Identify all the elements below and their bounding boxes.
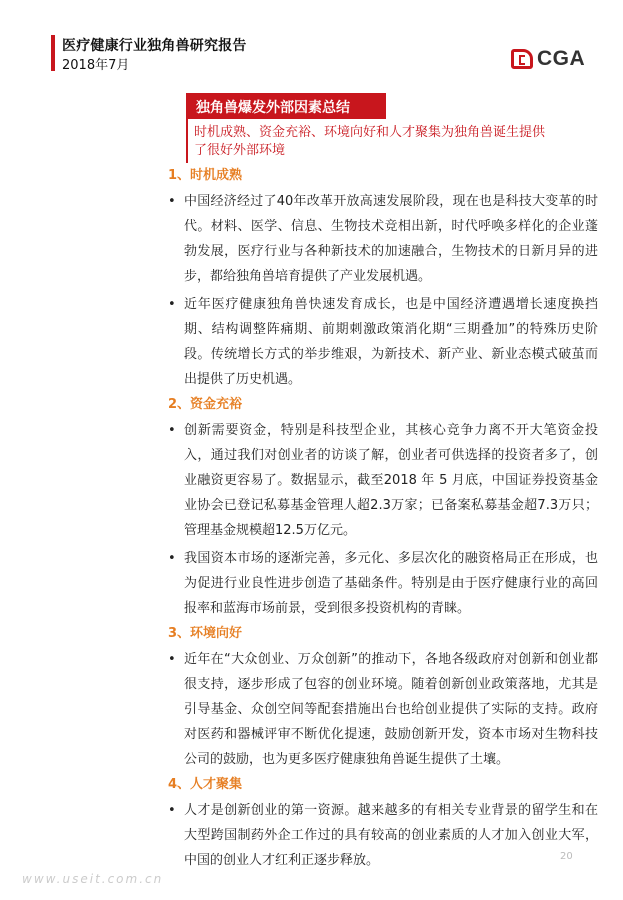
page-number: 20 [560, 851, 573, 862]
content-body [168, 164, 598, 876]
bullet-text: 中国经济经过了40年改革开放高速发展阶段，现在也是科技大变革的时代。材料、医学、信息、生物技术竞相出新，时代呼唤多样化的企业蓬勃发展，医疗行业与各种新技术的加速融合，生物技术的日新月异的进步，都给独角兽培育提供了产业发展机遇。 [184, 194, 598, 284]
bullet-text: 人才是创新创业的第一资源。越来越多的有相关专业背景的留学生和在大型跨国制药外企工作过的具有较高的创业素质的人才加入创业大军，中国的创业人才红利正逐步释放。 [184, 803, 598, 868]
section-heading: 4、人才聚集 [168, 777, 243, 792]
bullet-text: 近年医疗健康独角兽快速发育成长，也是中国经济遭遇增长速度换挡期、结构调整阵痛期、前期刺激政策消化期“三期叠加”的特殊历史阶段。传统增长方式的举步维艰，为新技术、新产业、新业态模式破茧而出提供了历史机遇。 [184, 297, 598, 387]
list-item [168, 418, 598, 543]
section-banner [186, 93, 386, 119]
logo-text: CGA [537, 47, 586, 70]
bullet-icon: • [168, 652, 176, 667]
bullet-icon: • [168, 551, 176, 566]
section-heading: 1、时机成熟 [168, 168, 243, 183]
section-talent [168, 775, 598, 873]
list-item [168, 292, 598, 392]
section-timing [168, 166, 598, 392]
bullet-icon: • [168, 194, 176, 209]
bullet-text: 近年在“大众创业、万众创新”的推动下，各地各级政府对创新和创业都很支持，逐步形成了包容的创业环境。随着创新创业政策落地，尤其是引导基金、众创空间等配套措施出台也给创业提供了实际的支持。政府对医药和器械评审不断优化提速，鼓励创新开发，资本市场对生物科技公司的鼓励，也为更多医疗健康独角兽诞生提供了土壤。 [184, 652, 598, 767]
list-item [168, 189, 598, 289]
bullet-text: 我国资本市场的逐渐完善，多元化、多层次化的融资格局正在形成，也为促进行业良性进步创造了基础条件。特别是由于医疗健康行业的高回报率和蓝海市场前景，受到很多投资机构的青睐。 [184, 551, 598, 616]
banner-subtitle: 时机成熟、资金充裕、环境向好和人才聚集为独角兽诞生提供了很好外部环境 [194, 125, 546, 158]
section-heading: 3、环境向好 [168, 626, 243, 641]
watermark: www.useit.com.cn [22, 872, 164, 886]
report-title: 医疗健康行业独角兽研究报告 [62, 38, 247, 54]
list-item [168, 798, 598, 873]
banner-divider [186, 119, 188, 163]
banner-title: 独角兽爆发外部因素总结 [196, 100, 350, 116]
report-date: 2018年7月 [62, 58, 130, 73]
section-funding [168, 395, 598, 621]
list-item [168, 647, 598, 772]
list-item [168, 546, 598, 621]
cga-logo-icon [511, 49, 533, 69]
section-heading: 2、资金充裕 [168, 397, 243, 412]
bullet-text: 创新需要资金，特别是科技型企业，其核心竞争力离不开大笔资金投入，通过我们对创业者的访谈了解，创业者可供选择的投资者多了，创业融资更容易了。数据显示，截至2018 年 5 月底，中国证券投资基金业协会已登记私募基金管理人超2.3万家；已备案私募基金超7.3万只；管理基金规模超12.5万亿元。 [184, 423, 598, 538]
bullet-icon: • [168, 423, 176, 438]
header-accent-bar [51, 35, 55, 71]
logo [511, 47, 585, 71]
bullet-icon: • [168, 297, 176, 312]
bullet-icon: • [168, 803, 176, 818]
section-environment [168, 624, 598, 772]
